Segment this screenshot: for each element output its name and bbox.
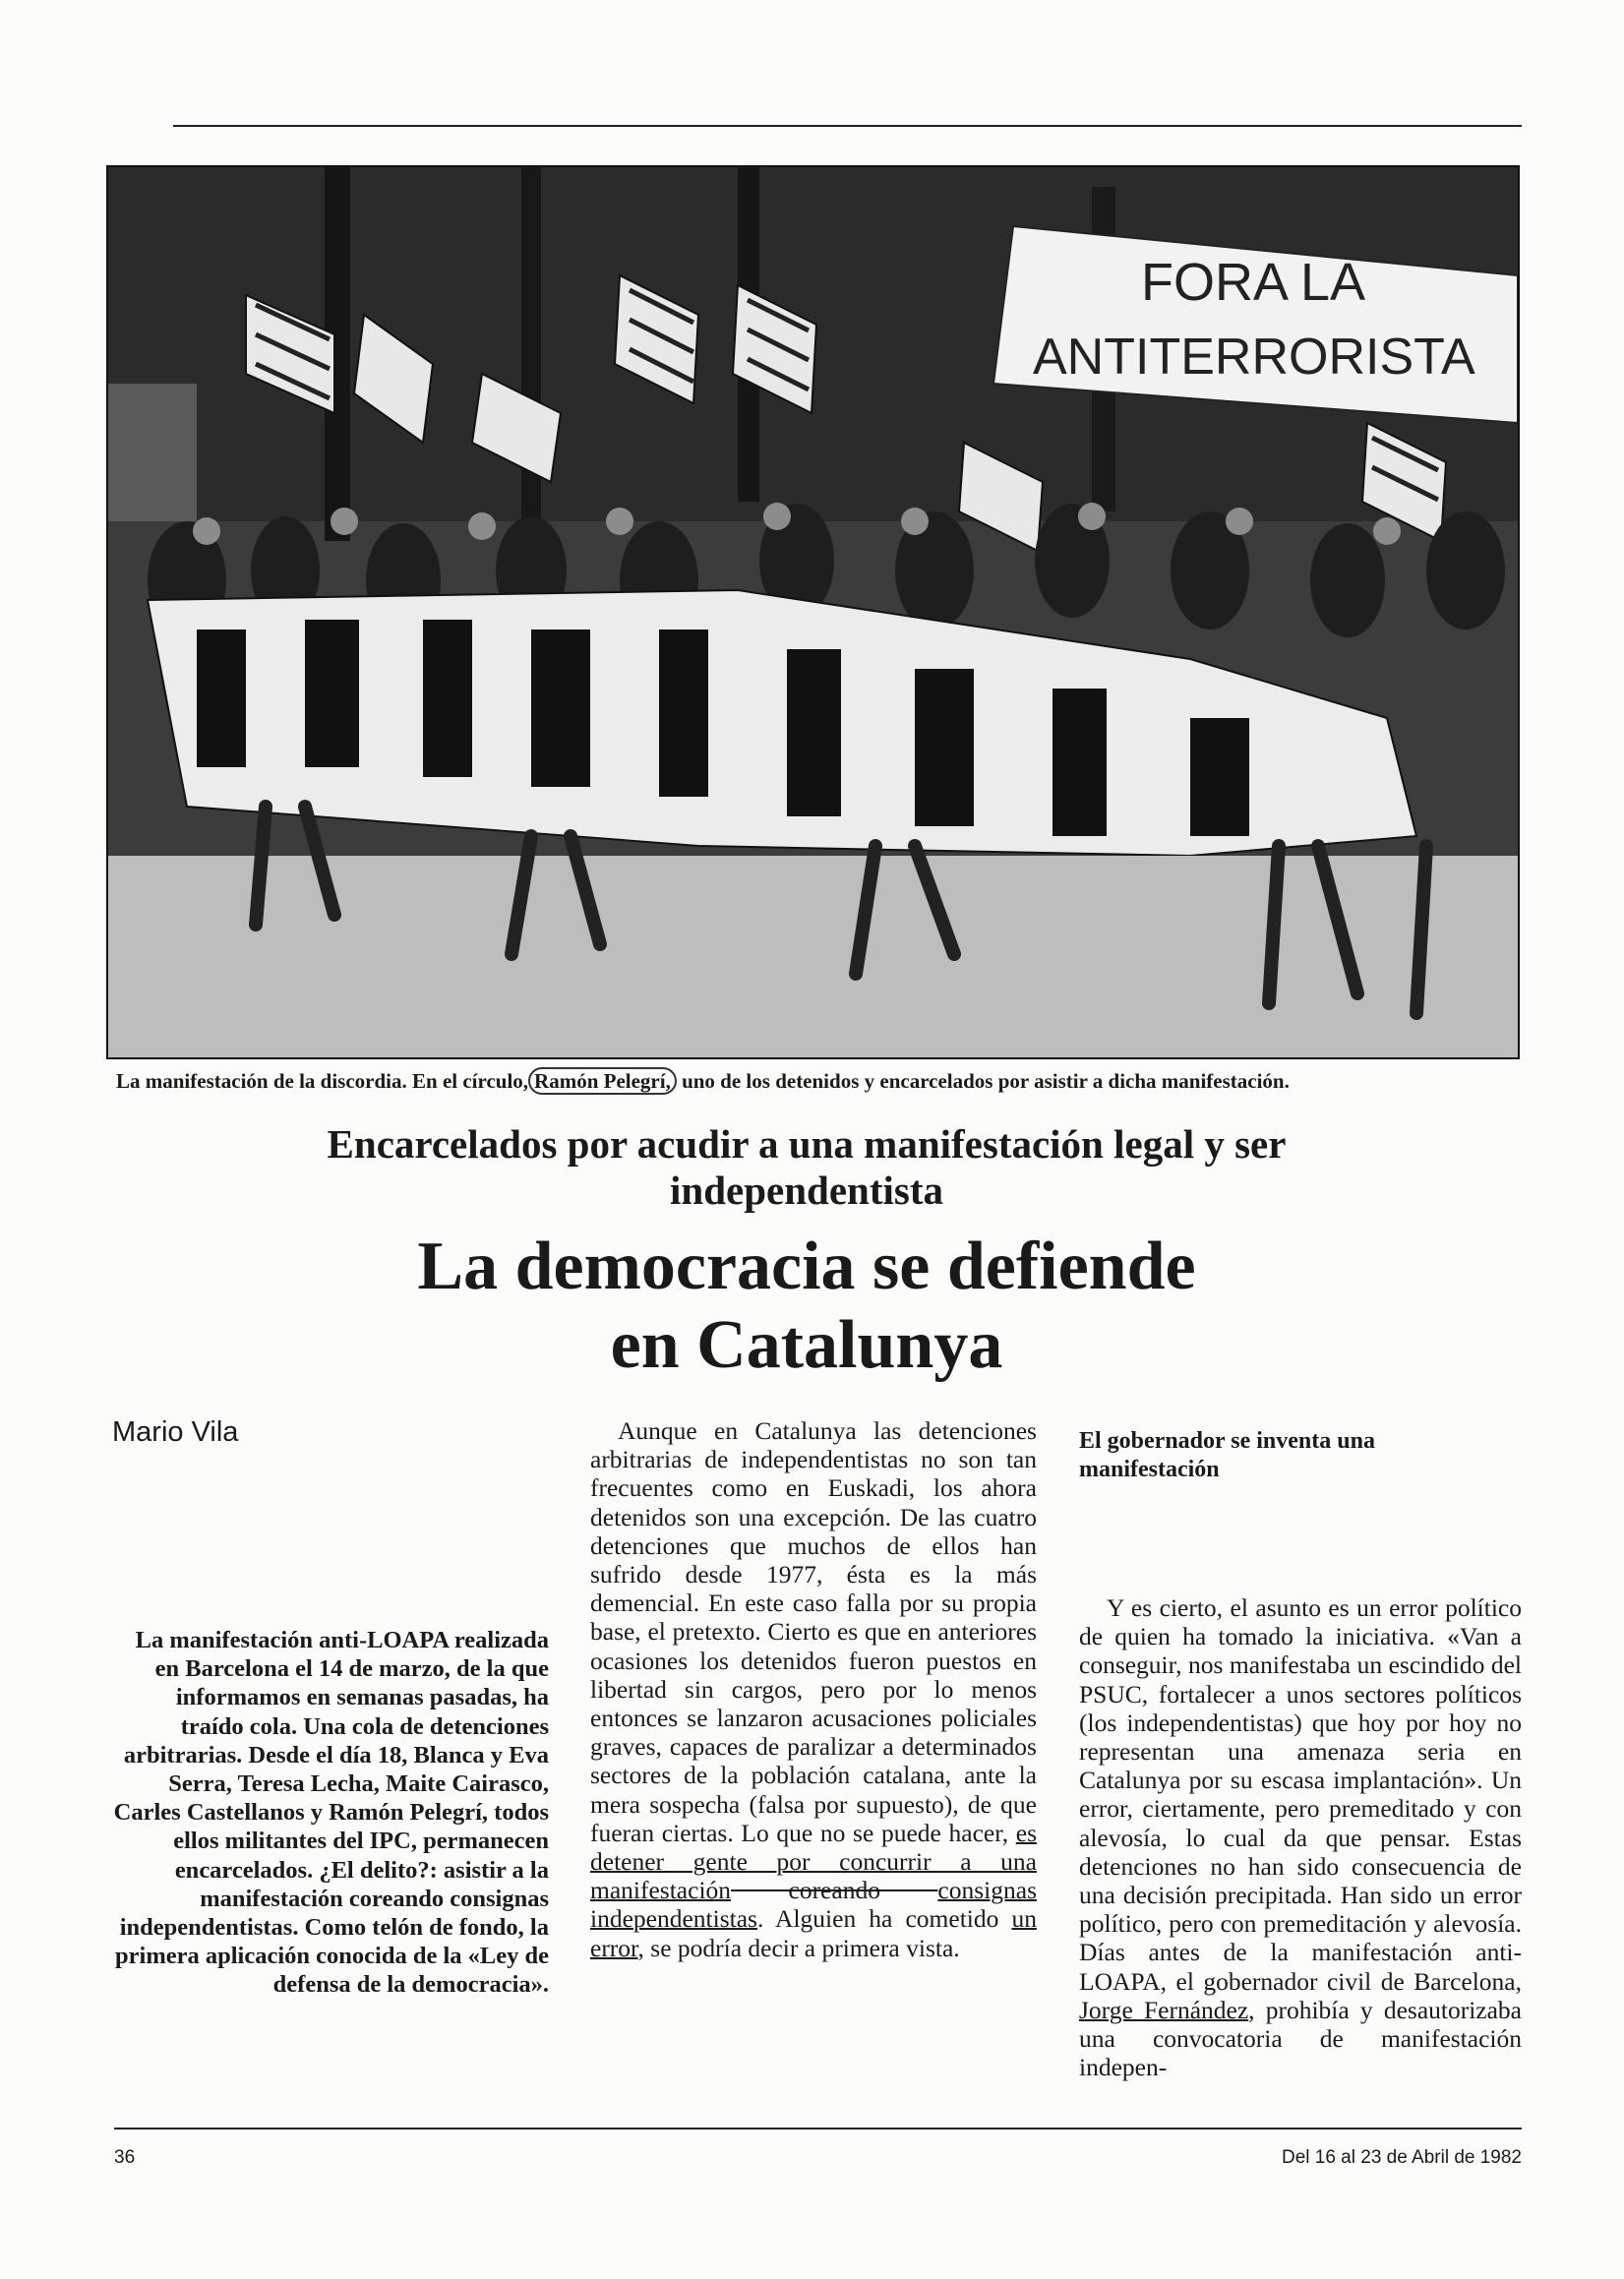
column-2-underlined-3: un error [590,1904,1037,1962]
top-banner-text-2: ANTITERRORISTA [1033,329,1475,386]
headline-line-1: La democracia se defiende [417,1229,1196,1304]
top-rule [173,125,1522,127]
caption-text-before: La manifestación de la discordia. En el círculo, [116,1069,529,1093]
top-banner-text-1: FORA LA [1141,253,1366,312]
lead-paragraph: La manifestación anti-LOAPA realizada en Barcelona el 14 de marzo, de la que informamos en semanas pasadas, ha traído cola. Una cola de detenciones arbitrarias. Desde el día 18, Blanca y Eva Serra, Teresa Lecha, Maite Cairasco, Carles Castellanos y Ramón Pelegrí, todos ellos militantes del IPC, permanecen encarcelados. ¿El delito?: asistir a la manifestación coreando consignas independentistas. Como telón de fondo, la primera aplicación conocida de la «Ley de defensa de la democracia». [113,1627,549,1999]
body-column-3 [1079,1593,1522,2081]
column-2-text-a: Aunque en Catalunya las detenciones arbitrarias de independentistas no son tan frecuentes como en Euskadi, los ahora detenidos son una excepción. De las cuatro detenciones que muchos de ellos han sufrido desde 1977, ésta es la más demencial. En este caso falla por su propia base, el pretexto. Cierto es que en anteriores ocasiones los detenidos fueron puestos en libertad sin cargos, pero por lo menos entonces se lanzaron acusaciones policiales graves, capaces de paralizar a determinados sectores de la población catalana, ante la mera sospecha (falsa por supuesto), de que fueran ciertas. Lo que no se puede hacer, [590,1416,1037,1847]
photo-illustration [108,167,1518,1057]
byline: Mario Vila [112,1416,239,1448]
column-2-underlined-1: es detener gente por concurrir a una manifestación [590,1818,1037,1905]
issue-date: Del 16 al 23 de Abril de 1982 [1281,2147,1522,2168]
column-2-underlined-2: consignas independentistas [590,1876,1037,1934]
caption-text-after: uno de los detenidos y encarcelados por asistir a dicha manifestación. [676,1069,1290,1093]
column-3-paragraph [1079,1593,1522,2081]
photo-caption [116,1069,1513,1094]
body-column-2 [590,1416,1037,1962]
caption-circled-name: Ramón Pelegrí, [528,1067,677,1095]
column-2-text-b: . Alguien ha cometido [756,1904,1012,1934]
column-3-underlined-name: Jorge Fernández [1079,1995,1249,2024]
column-2-paragraph [590,1416,1037,1962]
column-3-text-a: Y es cierto, el asunto es un error político de quien ha tomado la iniciativa. «Van a conseguir, nos manifestaba un escindido del PSUC, fortalecer a unos sectores políticos (los independentistas) que hoy por hoy no representan una amenaza seria en Catalunya por su escasa implantación». Un error, ciertamente, pero premeditado y con alevosía, lo cual da que pensar. Estas detenciones no han sido consecuencia de una decisión precipitada. Han sido un error político, pero con premeditación y alevosía. Días antes de la manifestación anti-LOAPA, el gobernador civil de Barcelona, [1079,1593,1522,1996]
column-3-subhead: El gobernador se inventa una manifestación [1079,1428,1375,1482]
demonstration-photo [106,165,1520,1059]
kicker-line-2: independentista [670,1168,943,1213]
headline-line-2: en Catalunya [610,1307,1003,1383]
bottom-rule [114,2128,1522,2129]
page-number: 36 [114,2147,136,2168]
kicker-line-1: Encarcelados por acudir a una manifestación legal y ser [327,1121,1287,1167]
column-2-struck-text: coreando [731,1876,938,1905]
headline [148,1228,1466,1385]
column-2-text-c: , se podría decir a primera vista. [637,1933,960,1962]
column-3-text-b: , prohibía y desautorizaba una convocatoria de manifestación indepen- [1079,1995,1522,2082]
